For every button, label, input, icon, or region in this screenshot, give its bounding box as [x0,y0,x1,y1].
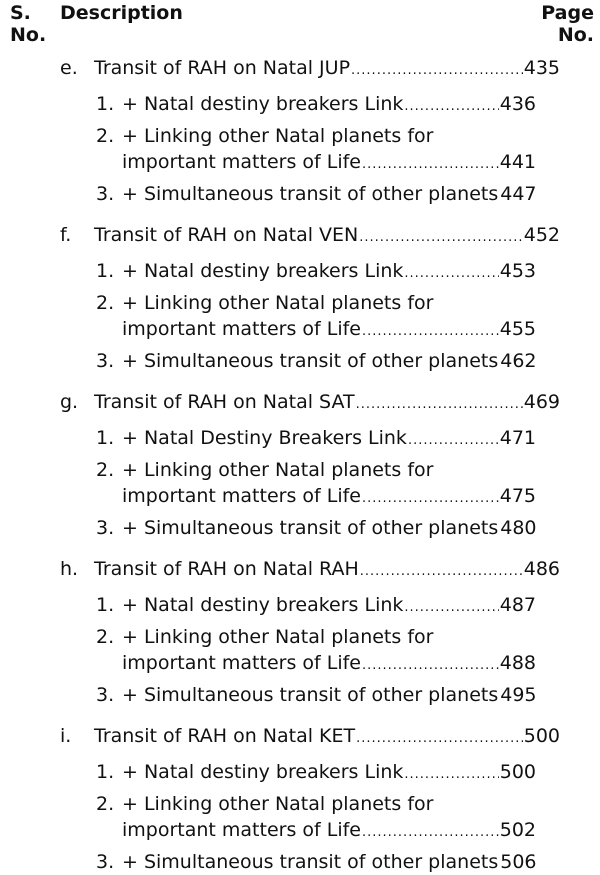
page-number: 452 [523,224,560,246]
page-number: 500 [499,761,536,783]
page-number: 447 [500,183,537,205]
page-number: 435 [523,57,560,79]
item-number: 3. [96,183,115,205]
page-number: 480 [500,517,537,539]
dot-leader [362,152,499,178]
item-number: 3. [96,517,115,539]
item-number: 3. [96,851,115,873]
header-sno-line1: S. [10,2,31,24]
dot-leader [362,319,499,345]
page-number: 475 [499,485,536,507]
section-title: Transit of RAH on Natal SAT [94,391,355,413]
header-description: Description [60,2,183,24]
dot-leader [351,58,523,84]
page-number: 436 [499,93,536,115]
item-text-line2: important matters of Life [122,318,361,340]
page-number: 487 [499,594,536,616]
item-number: 2. [96,125,115,147]
item-text-line2: important matters of Life [122,151,361,173]
item-text-line1: + Linking other Natal planets for [122,459,434,481]
page-number: 453 [499,260,536,282]
item-text: + Simultaneous transit of other planets [122,183,499,205]
item-number: 2. [96,292,115,314]
section-label: i. [60,725,72,747]
header-page-line2: No. [557,24,594,46]
dot-leader [404,762,498,788]
dot-leader [362,653,499,679]
section-title: Transit of RAH on Natal RAH [94,558,359,580]
item-number: 2. [96,793,115,815]
section-title: Transit of RAH on Natal VEN [94,224,359,246]
header-page-no [541,2,594,46]
dot-leader [404,595,498,621]
item-number: 1. [96,761,115,783]
header-sno [10,2,46,46]
section-label: f. [60,224,72,246]
item-text: + Natal Destiny Breakers Link [122,427,407,449]
item-text: + Natal destiny breakers Link [122,761,404,783]
dot-leader [404,94,498,120]
item-number: 3. [96,684,115,706]
item-number: 2. [96,459,115,481]
item-text: + Natal destiny breakers Link [122,93,404,115]
item-number: 1. [96,594,115,616]
item-number: 3. [96,350,115,372]
page-number: 469 [523,391,560,413]
section-title: Transit of RAH on Natal JUP [94,57,351,79]
dot-leader [404,261,498,287]
dot-leader [408,428,499,454]
dot-leader [356,726,523,752]
page-number: 500 [523,725,560,747]
item-number: 1. [96,260,115,282]
section-label: g. [60,391,79,413]
item-text-line1: + Linking other Natal planets for [122,626,434,648]
item-text-line2: important matters of Life [122,652,361,674]
item-text-line1: + Linking other Natal planets for [122,292,434,314]
page-number: 471 [499,427,536,449]
page-number: 488 [499,652,536,674]
section-title: Transit of RAH on Natal KET [94,725,356,747]
dot-leader [356,392,523,418]
page-number: 502 [499,819,536,841]
page-number: 495 [500,684,537,706]
item-text: + Simultaneous transit of other planets [122,684,499,706]
dot-leader [362,820,499,846]
item-text: + Natal destiny breakers Link [122,260,404,282]
item-number: 1. [96,93,115,115]
section-label: e. [60,57,78,79]
page-number: 462 [500,350,537,372]
item-text-line1: + Linking other Natal planets for [122,125,434,147]
item-number: 2. [96,626,115,648]
header-page-line1: Page [541,2,594,24]
item-number: 1. [96,427,115,449]
header-sno-line2: No. [10,24,47,46]
dot-leader [362,486,499,512]
item-text: + Simultaneous transit of other planets [122,517,499,539]
section-label: h. [60,558,79,580]
item-text: + Simultaneous transit of other planets [122,350,499,372]
page-number: 455 [499,318,536,340]
page-number: 441 [499,151,536,173]
dot-leader [360,559,523,585]
item-text-line2: important matters of Life [122,819,361,841]
page-number: 506 [500,851,537,873]
page-number: 486 [523,558,560,580]
item-text: + Natal destiny breakers Link [122,594,404,616]
dot-leader [359,225,522,251]
item-text: + Simultaneous transit of other planets [122,851,499,873]
item-text-line1: + Linking other Natal planets for [122,793,434,815]
item-text-line2: important matters of Life [122,485,361,507]
